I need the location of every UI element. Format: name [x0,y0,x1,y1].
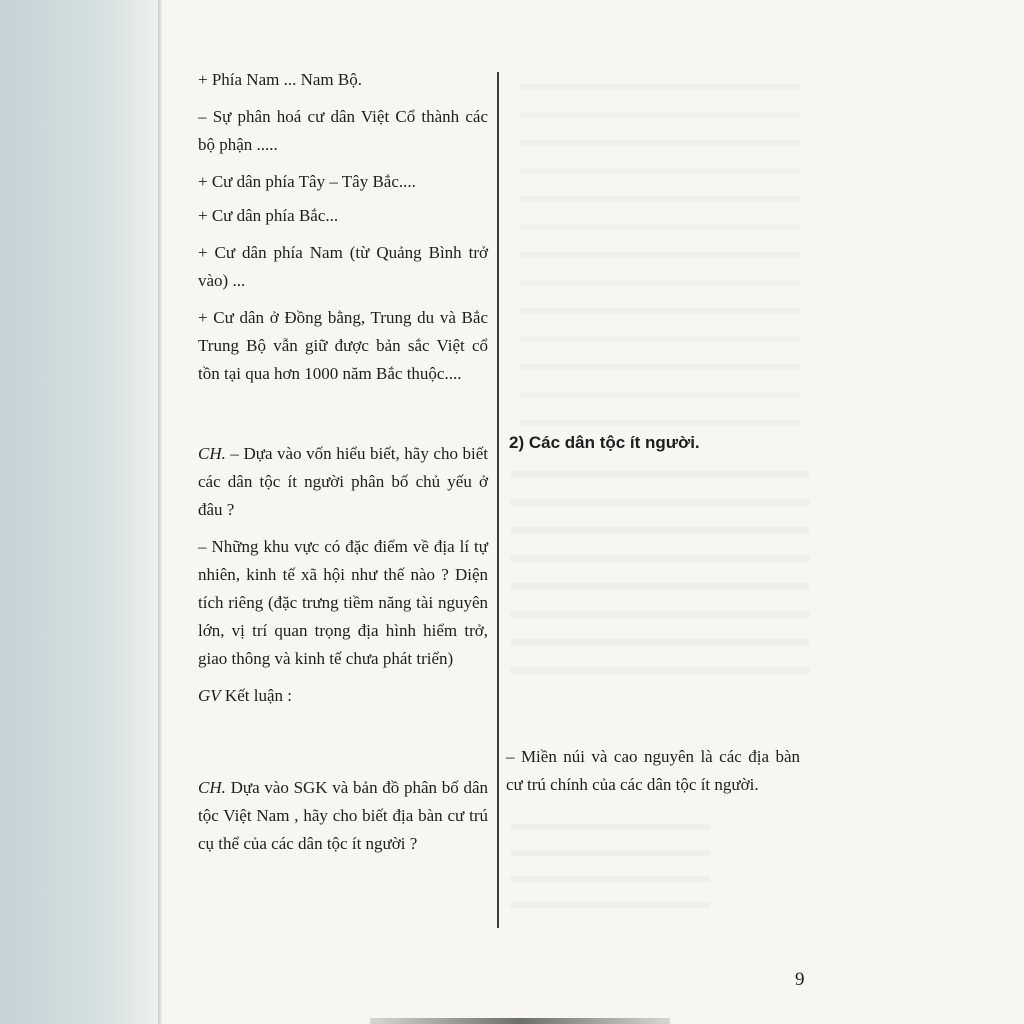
text-cu-dan-tay: + Cư dân phía Tây – Tây Bắc.... [198,172,416,191]
show-through-texture [520,66,800,426]
text-su-phan-hoa: – Sự phân hoá cư dân Việt Cổ thành các bộ phận ..... [198,107,488,154]
left-column [198,66,488,858]
book-spine-shadow [0,0,165,1024]
text-cu-dan-bac: + Cư dân phía Bắc... [198,206,339,225]
page-number: 9 [795,969,805,990]
answer-text: – Miền núi và cao nguyên là các địa bàn cư trú chính của các dân tộc ít người. [506,747,800,794]
question-prefix: CH. [198,444,226,463]
show-through-texture-2 [510,455,810,685]
gv-prefix: GV [198,686,221,705]
question-1 [198,440,488,524]
text-phia-nam: + Phía Nam ... Nam Bộ. [198,70,362,89]
question-2-text: Dựa vào SGK và bản đồ phân bố dân tộc Việt Nam , hãy cho biết địa bàn cư trú cụ thể của các dân tộc ít người ? [198,778,488,853]
text-khu-vuc: – Những khu vực có đặc điểm về địa lí tự nhiên, kinh tế xã hội như thế nào ? Diện tích riêng (đặc trưng tiềm năng tài nguyên lớn, vị trí quan trọng địa hình hiểm trở, giao thông và kinh tế chưa phát triển) [198,537,488,668]
column-divider [497,72,499,928]
gv-text: Kết luận : [220,686,292,705]
teacher-conclusion [198,682,488,710]
text-cu-dan-dong-bang: + Cư dân ở Đồng bằng, Trung du và Bắc Trung Bộ vẫn giữ được bản sắc Việt cổ tồn tại qua hơn 1000 năm Bắc thuộc.... [198,308,488,383]
question-2-prefix: CH. [198,778,226,797]
show-through-texture-3 [510,810,710,920]
question-1-text: – Dựa vào vốn hiểu biết, hãy cho biết các dân tộc ít người phân bố chủ yếu ở đâu ? [198,444,488,519]
text-cu-dan-nam: + Cư dân phía Nam (từ Quảng Bình trở vào) ... [198,243,488,290]
page-bottom-shadow [370,1018,670,1024]
section-heading: 2) Các dân tộc ít người. [509,433,700,452]
question-2 [198,774,488,858]
